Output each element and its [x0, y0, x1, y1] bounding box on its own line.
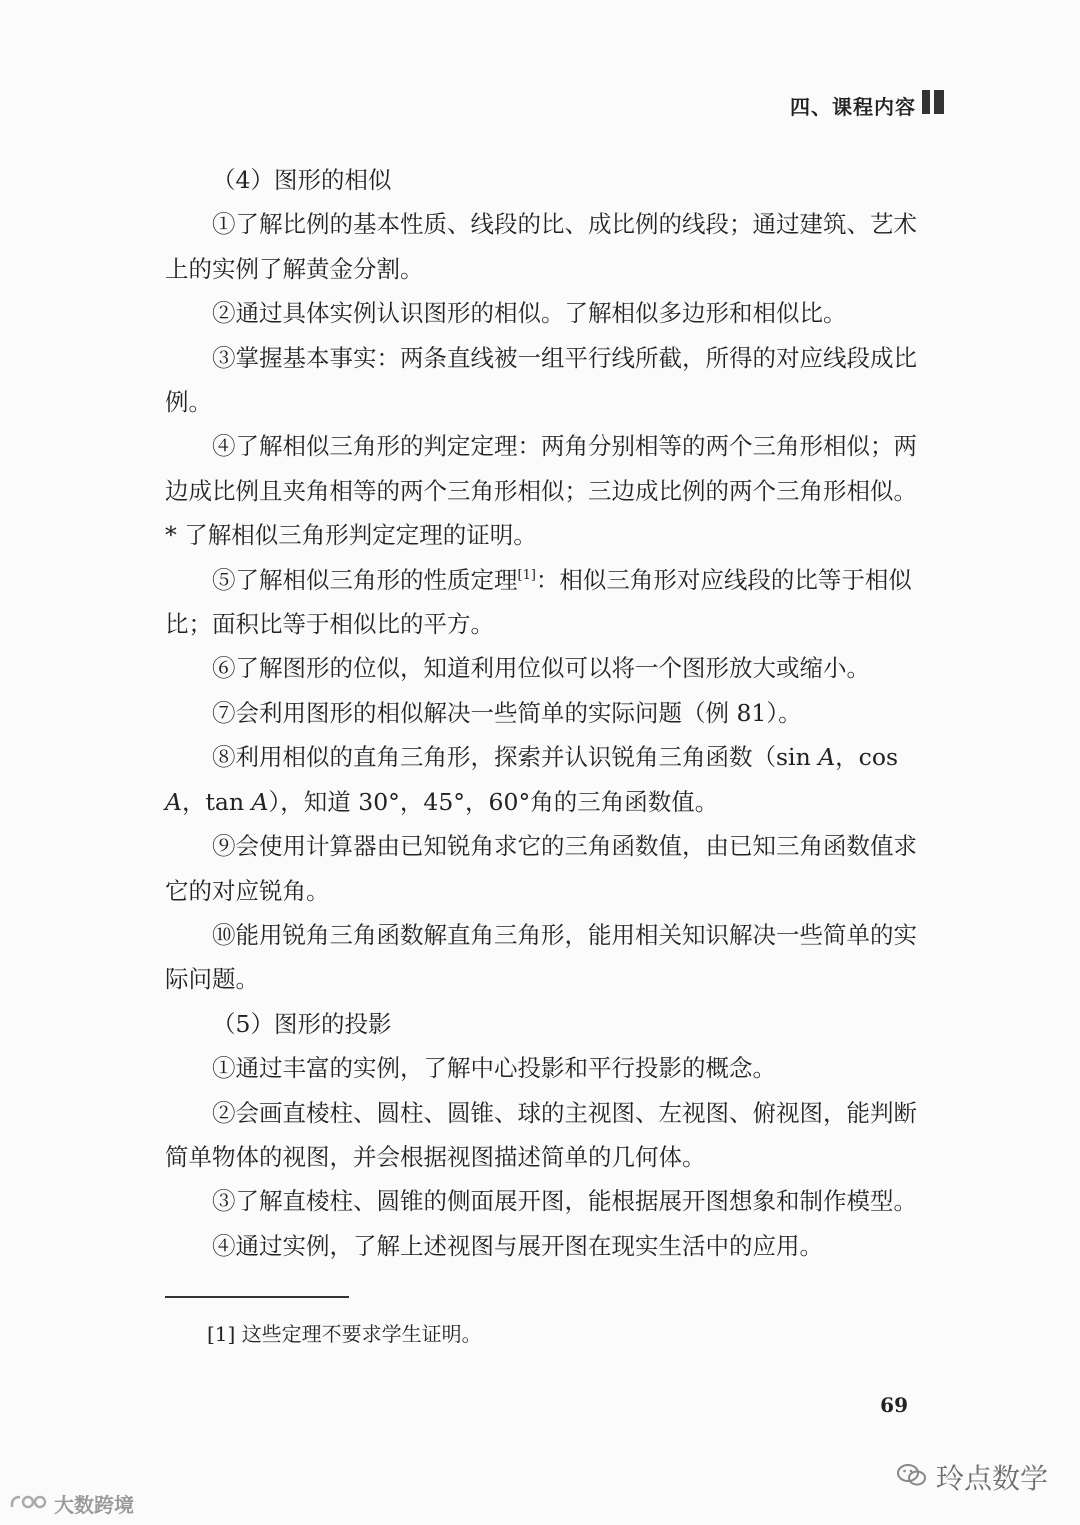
text-run: ，tan [181, 787, 252, 816]
footnote-ref: [1] [517, 567, 536, 583]
paragraph: ⑩能用锐角三角函数解直角三角形，能用相关知识解决一些简单的实际问题。 [165, 920, 917, 994]
paragraph: ③了解直棱柱、圆锥的侧面展开图，能根据展开图想象和制作模型。 [212, 1187, 917, 1216]
footnote-divider [165, 1296, 349, 1298]
paragraph [165, 735, 917, 824]
page-number: 69 [880, 1393, 908, 1417]
header-bar [922, 90, 930, 114]
watermark-text: 大数跨境 [54, 1493, 134, 1517]
paragraph: ⑨会使用计算器由已知锐角求它的三角函数值，由已知三角函数值求它的对应锐角。 [165, 832, 917, 905]
text-run: ：相似三角形对应线段的比等于相似比；面积比等于相似比的平方。 [165, 565, 912, 639]
paragraph: ④通过实例，了解上述视图与展开图在现实生活中的应用。 [212, 1231, 823, 1260]
watermark-left [8, 1489, 134, 1518]
math-var: A [165, 787, 182, 816]
paragraph: ③掌握基本事实：两条直线被一组平行线所截，所得的对应线段成比例。 [165, 343, 917, 417]
math-var: A [251, 787, 269, 816]
body-text [165, 158, 917, 1268]
section-heading: （4）图形的相似 [212, 166, 392, 194]
paragraph: ④了解相似三角形的判定定理：两角分别相等的两个三角形相似；两边成比例且夹角相等的两个三角形相似；三边成比例的两个三角形相似。* 了解相似三角形判定定理的证明。 [165, 432, 917, 550]
paragraph: ①通过丰富的实例，了解中心投影和平行投影的概念。 [212, 1054, 776, 1083]
wechat-icon [896, 1462, 928, 1492]
chapter-title: 四、课程内容 [790, 95, 916, 119]
watermark-right [896, 1457, 1048, 1497]
text-run: ，cos [835, 743, 899, 772]
text-run: ⑧利用相似的直角三角形，探索并认识锐角三角函数（sin [212, 743, 819, 772]
text-run: ⑤了解相似三角形的性质定理 [212, 565, 518, 594]
math-var: A [818, 743, 836, 772]
paragraph: ⑦会利用图形的相似解决一些简单的实际问题（例 81）。 [212, 698, 802, 727]
paragraph: ②会画直棱柱、圆柱、圆锥、球的主视图、左视图、俯视图，能判断简单物体的视图，并会根据视图描述简单的几何体。 [165, 1098, 917, 1171]
paragraph: ⑥了解图形的位似，知道利用位似可以将一个图形放大或缩小。 [212, 654, 870, 683]
section-heading: （5）图形的投影 [212, 1009, 392, 1038]
text-run: ），知道 30°，45°，60°角的三角函数值。 [268, 787, 719, 816]
watermark-text: 玲点数学 [936, 1462, 1049, 1495]
paragraph: ①了解比例的基本性质、线段的比、成比例的线段；通过建筑、艺术上的实例了解黄金分割。 [165, 210, 917, 283]
paragraph: ②通过具体实例认识图形的相似。了解相似多边形和相似比。 [212, 299, 847, 328]
footnote: [1] 这些定理不要求学生证明。 [207, 1322, 482, 1346]
paragraph [165, 558, 917, 647]
header-bar [934, 90, 944, 114]
logo-icon [8, 1491, 48, 1517]
